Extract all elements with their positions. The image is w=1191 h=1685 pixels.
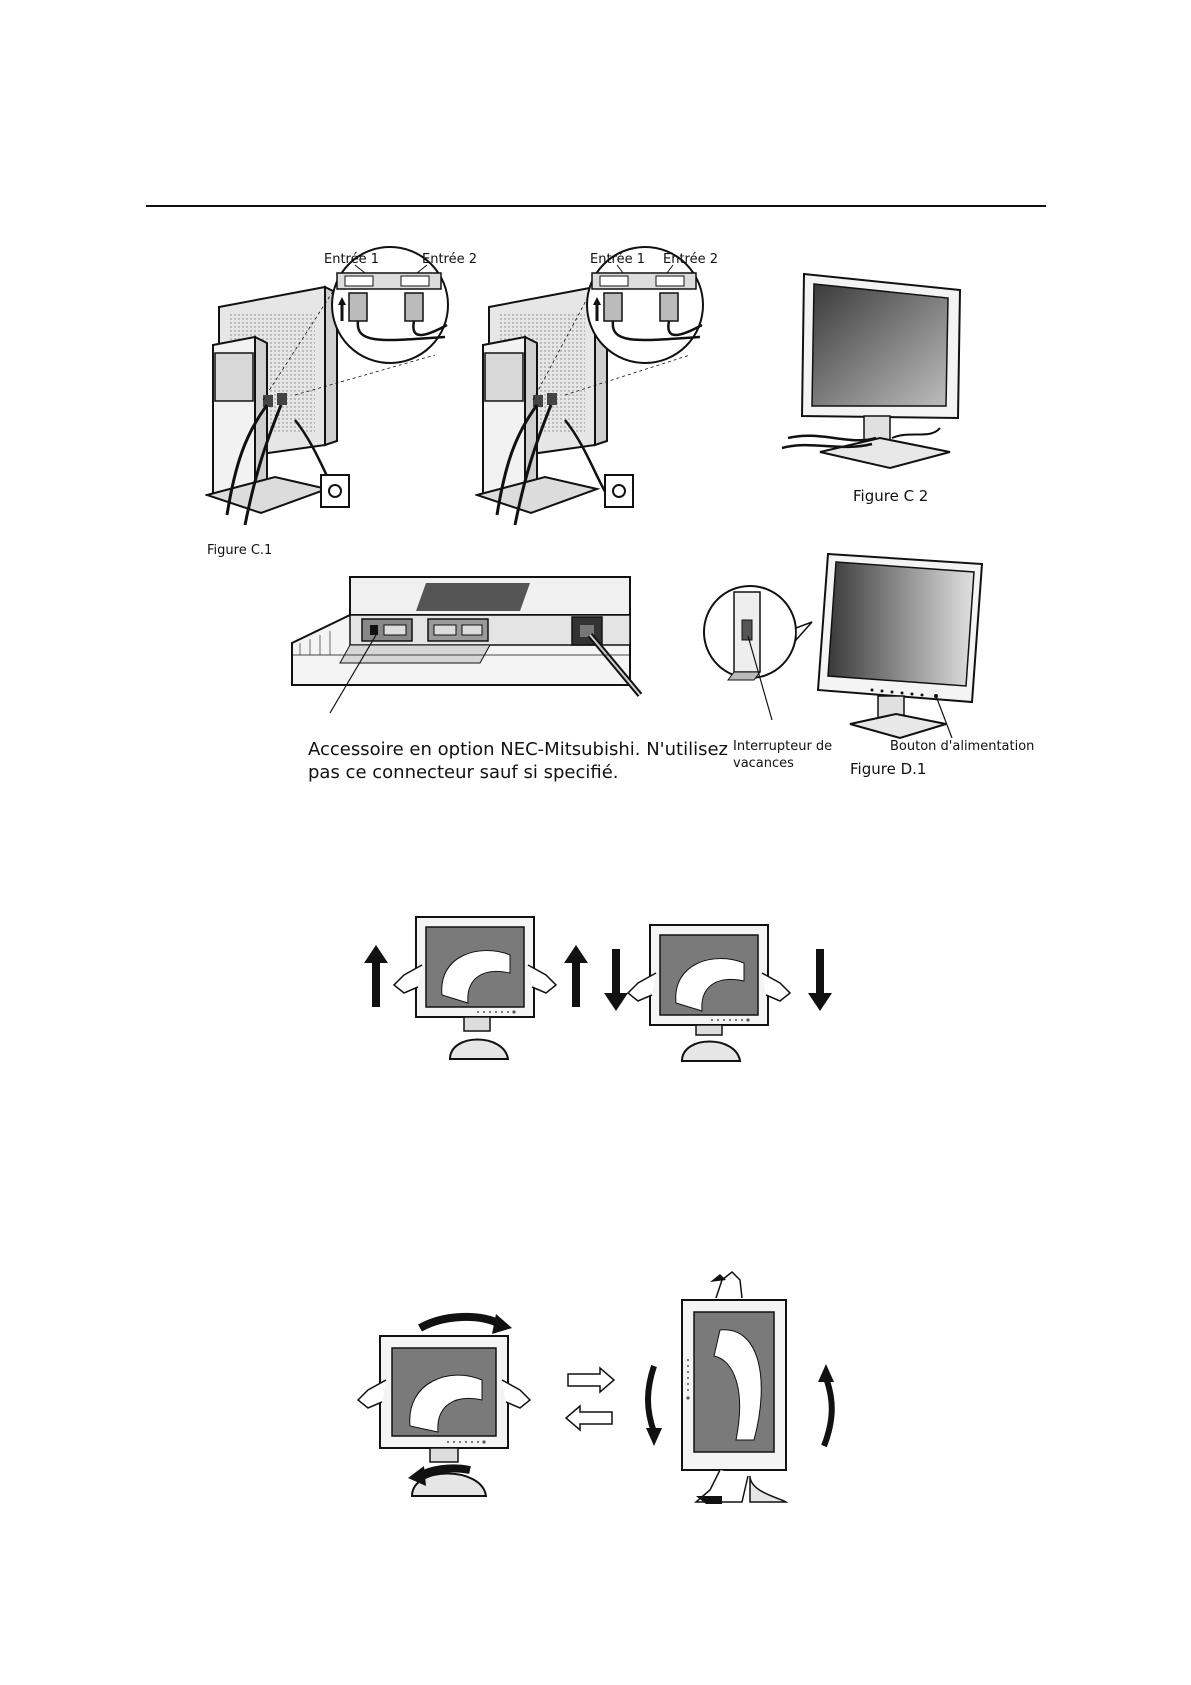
figure-d1-caption: Figure D.1 [850,760,927,778]
label-input2-a: Entrée 2 [422,252,478,267]
header-rule [146,205,1046,207]
figure-c1-caption: Figure C.1 [207,543,273,558]
rotation-illustration [350,1270,870,1510]
power-button-label: Bouton d'alimentation [890,739,1035,754]
label-input1-b: Entrée 1 [590,252,646,267]
figure-c1-illustration [205,245,478,545]
vacation-switch-label-line1: Interrupteur de [733,739,833,754]
label-input1-a: Entrée 1 [324,252,380,267]
label-input2-b: Entrée 2 [663,252,719,267]
figure-c2-caption: Figure C 2 [853,487,929,505]
figure-c1-second-illustration [475,245,730,545]
height-adjust-illustration [360,915,840,1065]
accessory-note-line2: pas ce connecteur sauf si specifié. [308,762,619,783]
figure-d1-illustration [700,550,1020,745]
vacation-switch-label-line2: vacances [733,756,794,771]
accessory-note-line1: Accessoire en option NEC-Mitsubishi. N'utilisez [308,739,728,760]
figure-c2-illustration [780,270,965,480]
rear-connector-panel-illustration [290,575,645,715]
